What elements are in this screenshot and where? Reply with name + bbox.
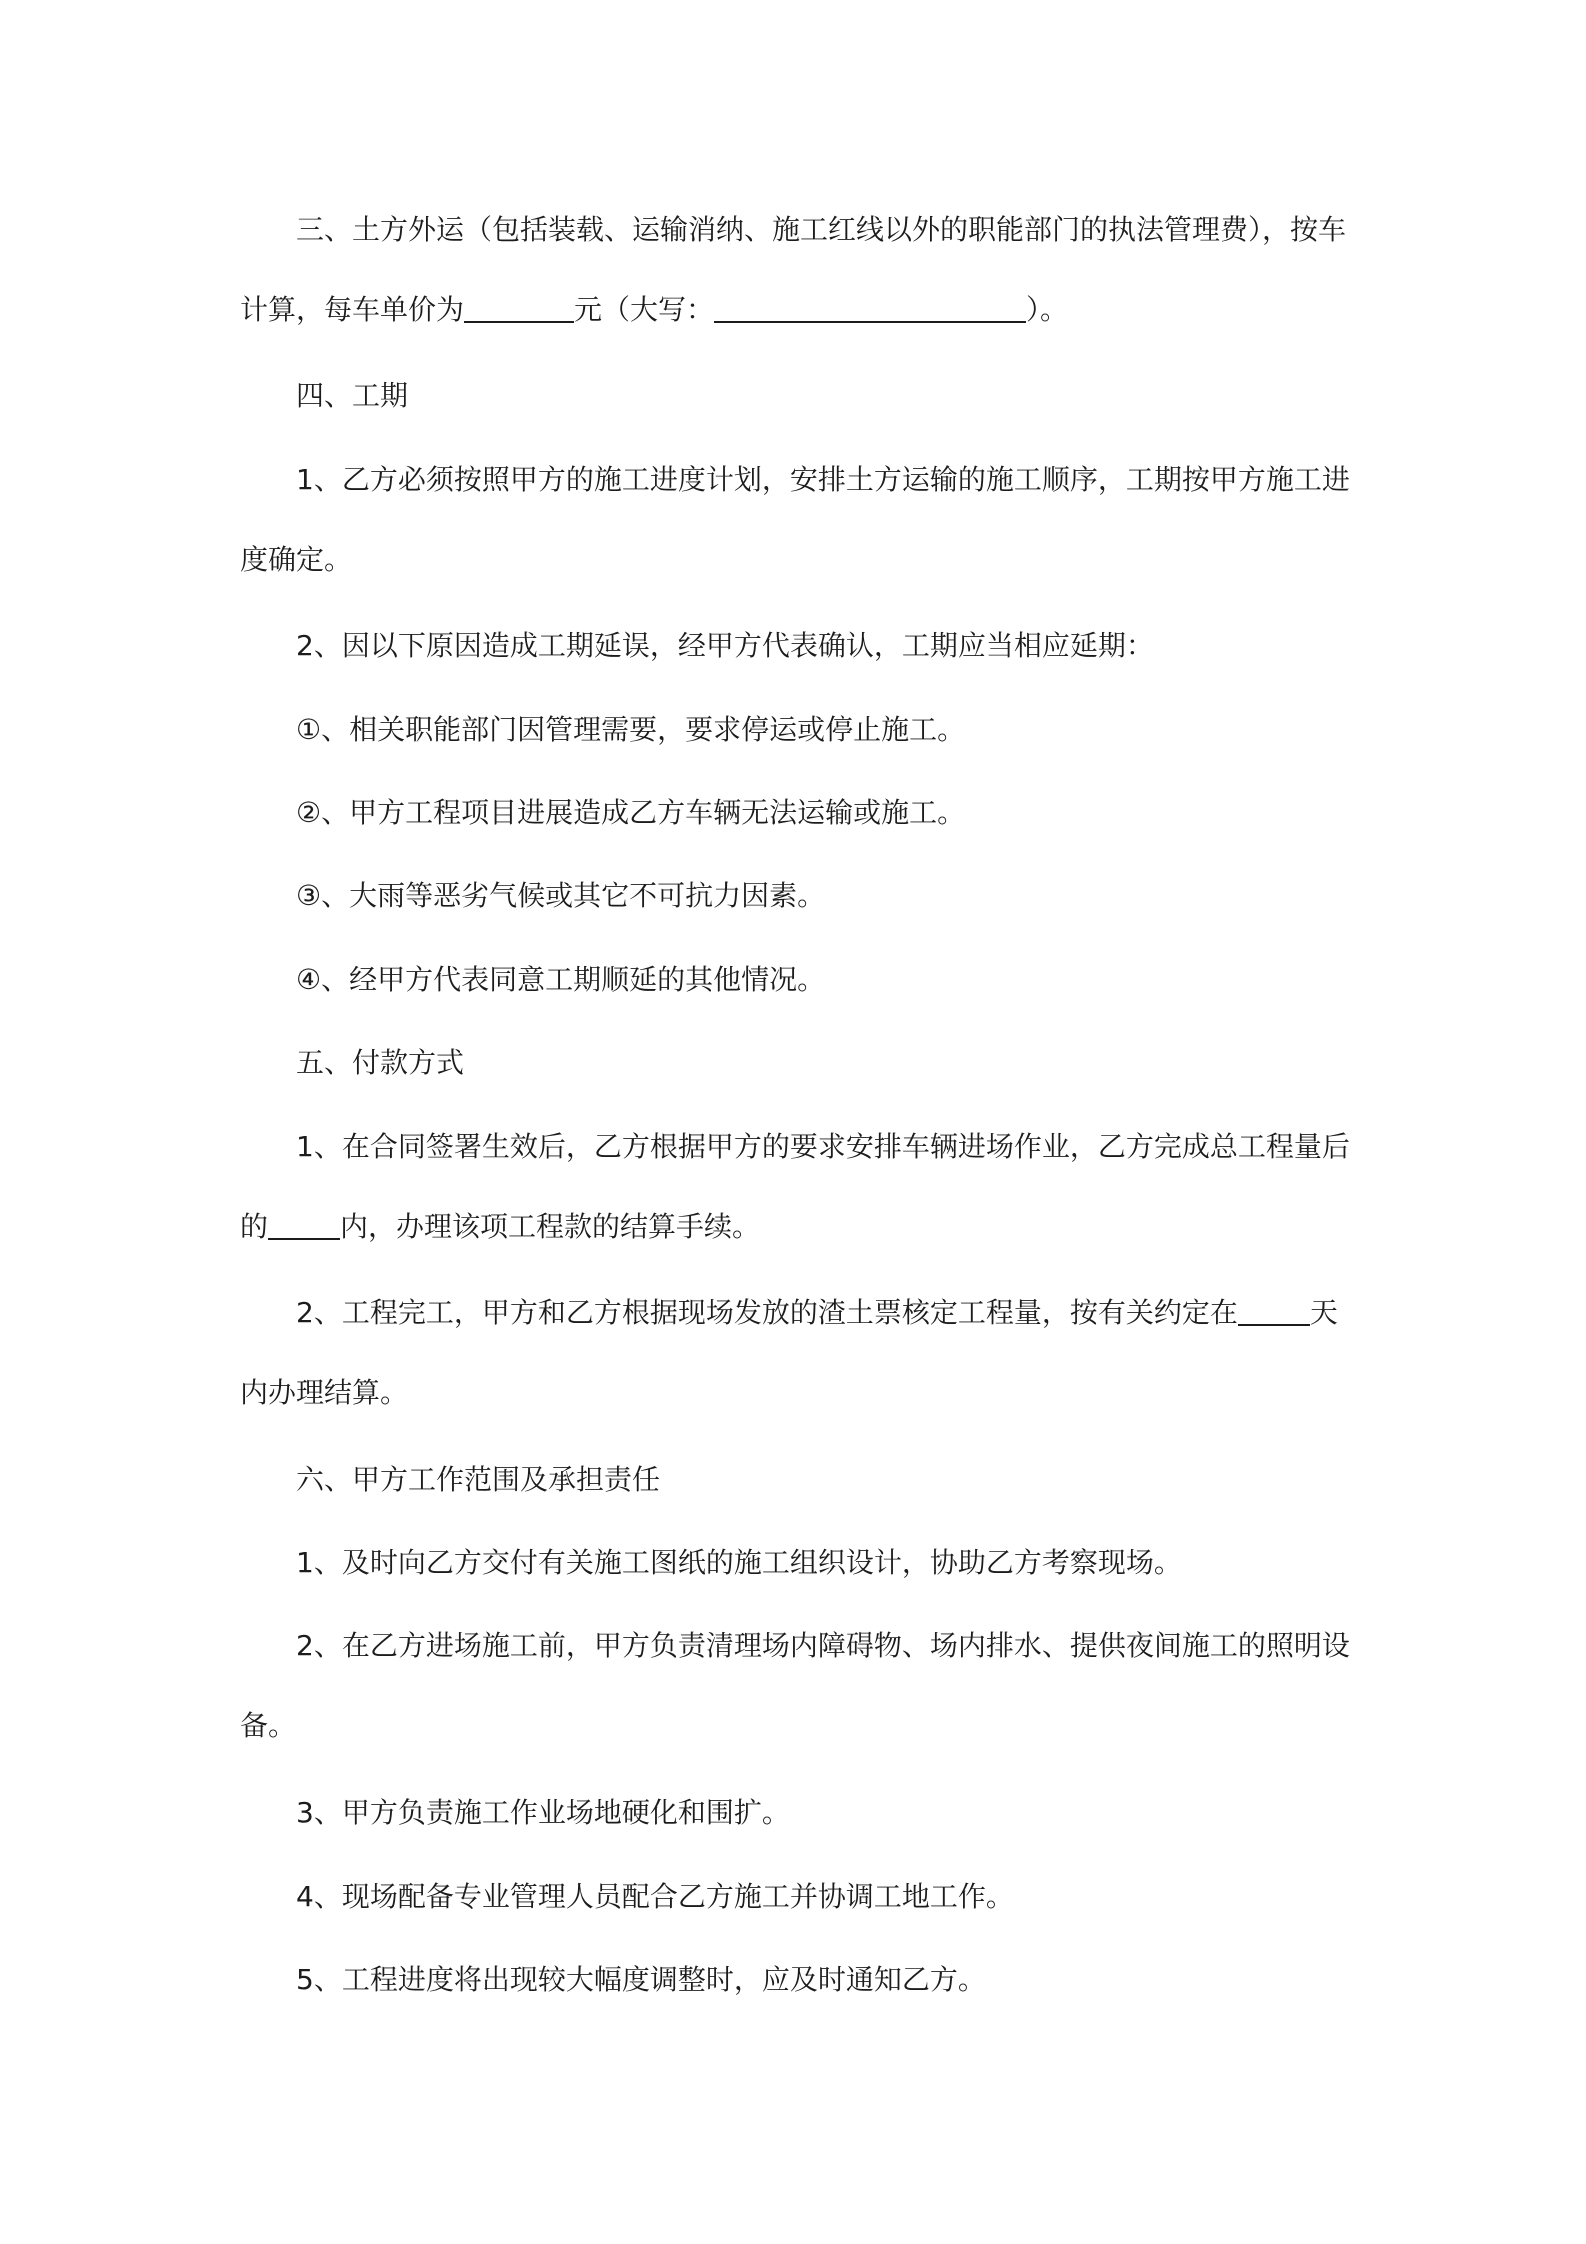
unit-price-blank[interactable] <box>464 291 574 323</box>
section-3-text-b: 元（大写： <box>574 293 715 326</box>
section-3-paragraph <box>240 190 1350 350</box>
section-5-heading: 五、付款方式 <box>296 1046 465 1079</box>
section-5-item-2-text-b: 天内办理结算。 <box>240 1296 1338 1409</box>
section-6-item-3: 3、甲方负责施工作业场地硬化和围扩。 <box>296 1796 790 1829</box>
section-6-item-5: 5、工程进度将出现较大幅度调整时，应及时通知乙方。 <box>296 1963 986 1996</box>
section-3-text-a: 三、土方外运（包括装载、运输消纳、施工红线以外的职能部门的执法管理费），按车计算，每车单价为 <box>240 213 1347 326</box>
section-4-item-1: 1、乙方必须按照甲方的施工进度计划，安排土方运输的施工顺序，工期按甲方施工进度确定。 <box>240 463 1350 576</box>
section-6-item-2: 2、在乙方进场施工前，甲方负责清理场内障碍物、场内排水、提供夜间施工的照明设备。 <box>240 1629 1350 1742</box>
settlement-days-blank[interactable] <box>1238 1294 1310 1326</box>
section-5-item-1 <box>240 1107 1350 1267</box>
section-6-item-1: 1、及时向乙方交付有关施工图纸的施工组织设计，协助乙方考察现场。 <box>296 1546 1182 1579</box>
price-in-words-blank[interactable] <box>714 291 1026 323</box>
section-5-item-2-text-a: 2、工程完工，甲方和乙方根据现场发放的渣土票核定工程量，按有关约定在 <box>296 1296 1238 1329</box>
section-4-heading: 四、工期 <box>296 379 409 412</box>
section-5-item-1-text-a: 1、在合同签署生效后，乙方根据甲方的要求安排车辆进场作业，乙方完成总工程量后的 <box>240 1130 1350 1243</box>
delay-reason-3: ③、大雨等恶劣气候或其它不可抗力因素。 <box>296 879 826 912</box>
delay-reason-1: ①、相关职能部门因管理需要，要求停运或停止施工。 <box>296 713 966 746</box>
section-5-item-1-text-b: 内，办理该项工程款的结算手续。 <box>340 1210 761 1243</box>
section-3-text-c: ）。 <box>1026 293 1069 326</box>
delay-reason-2: ②、甲方工程项目进展造成乙方车辆无法运输或施工。 <box>296 796 966 829</box>
section-6-heading: 六、甲方工作范围及承担责任 <box>296 1463 661 1496</box>
section-6-item-4: 4、现场配备专业管理人员配合乙方施工并协调工地工作。 <box>296 1880 1014 1913</box>
settlement-period-blank[interactable] <box>268 1208 340 1240</box>
delay-reason-4: ④、经甲方代表同意工期顺延的其他情况。 <box>296 963 826 996</box>
section-5-item-2 <box>240 1273 1350 1433</box>
section-4-item-2: 2、因以下原因造成工期延误，经甲方代表确认，工期应当相应延期： <box>296 629 1154 662</box>
